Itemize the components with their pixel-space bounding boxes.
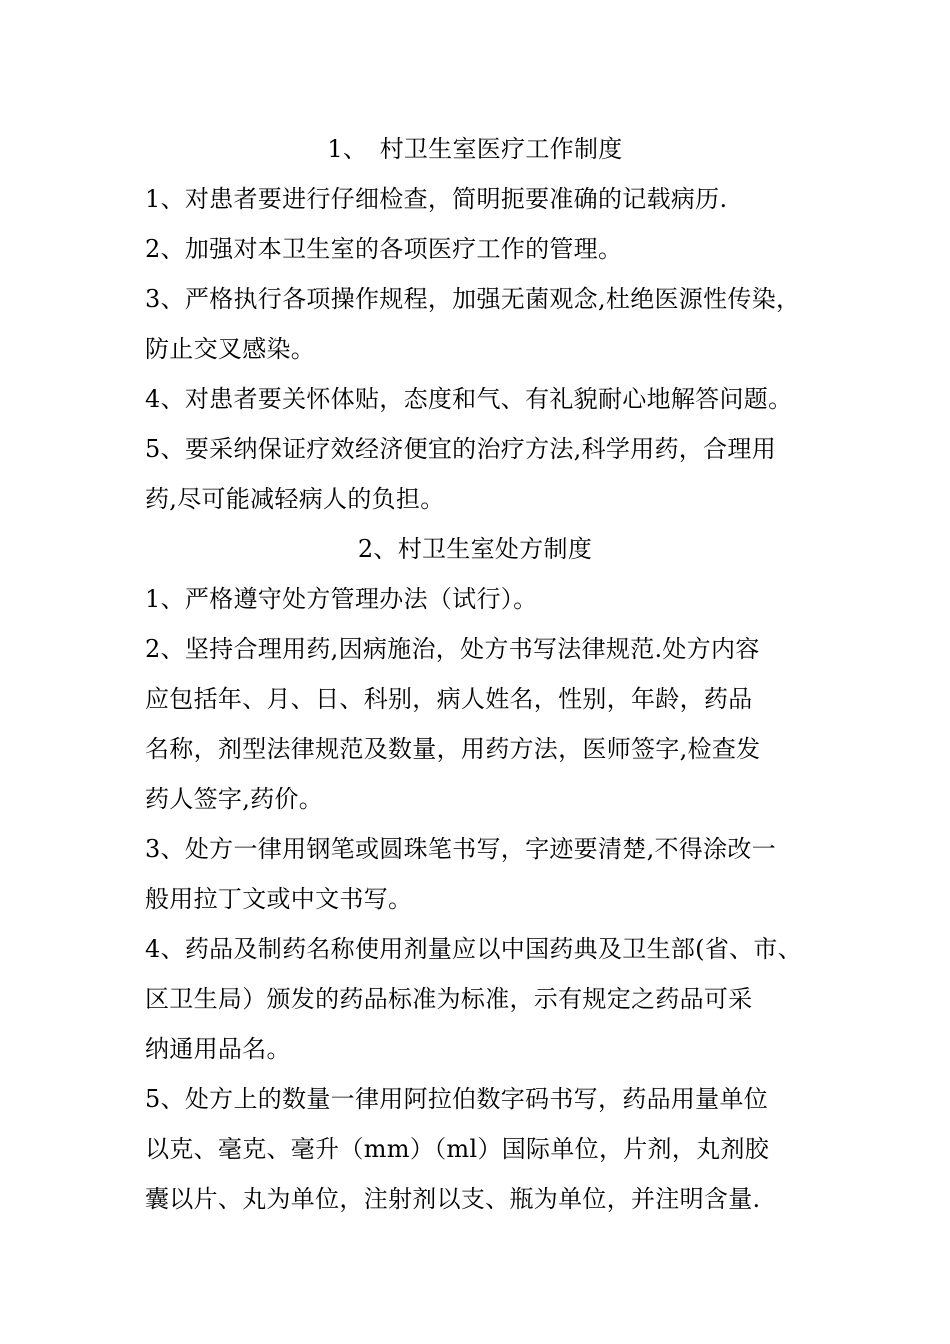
section-1-line: 药,尽可能减轻病人的负担。 xyxy=(145,485,445,513)
section-1-line: 5、要采纳保证疗效经济便宜的治疗方法,科学用药，合理用 xyxy=(145,435,776,463)
section-2-line: 3、处方一律用钢笔或圆珠笔书写，字迹要清楚,不得涂改一 xyxy=(145,835,776,863)
section-2-line: 1、严格遵守处方管理办法（试行）。 xyxy=(145,585,538,613)
section-2-line: 药人签字,药价。 xyxy=(145,785,324,813)
section-1-line: 防止交叉感染。 xyxy=(145,335,316,363)
section-2-line: 4、药品及制药名称使用剂量应以中国药典及卫生部(省、市、 xyxy=(145,935,803,963)
section-2-line: 2、坚持合理用药,因病施治，处方书写法律规范.处方内容 xyxy=(145,635,760,663)
section-1-line: 4、对患者要关怀体贴，态度和气、有礼貌耐心地解答问题。 xyxy=(145,385,793,413)
section-2-line: 囊以片、丸为单位，注射剂以支、瓶为单位，并注明含量. xyxy=(145,1185,761,1213)
section-1-title: 1、 村卫生室医疗工作制度 xyxy=(327,135,623,163)
section-1-line: 3、严格执行各项操作规程，加强无菌观念,杜绝医源性传染， xyxy=(145,285,801,313)
section-1-line: 2、加强对本卫生室的各项医疗工作的管理。 xyxy=(145,235,623,263)
section-2-line: 5、处方上的数量一律用阿拉伯数字码书写，药品用量单位 xyxy=(145,1085,769,1113)
section-2-line: 应包括年、月、日、科别，病人姓名，性别，年龄，药品 xyxy=(145,685,753,713)
section-2-title: 2、村卫生室处方制度 xyxy=(357,535,593,563)
section-1-line: 1、对患者要进行仔细检查，简明扼要准确的记载病历. xyxy=(145,185,728,213)
section-2-line: 以克、毫克、毫升（mm）（ml）国际单位，片剂，丸剂胶 xyxy=(145,1135,770,1163)
section-2-line: 般用拉丁文或中文书写。 xyxy=(145,885,413,913)
section-2-line: 纳通用品名。 xyxy=(145,1035,291,1063)
section-2-line: 名称，剂型法律规范及数量，用药方法，医师签字,检查发 xyxy=(145,735,761,763)
section-2-line: 区卫生局）颁发的药品标准为标准，示有规定之药品可采 xyxy=(145,985,753,1013)
